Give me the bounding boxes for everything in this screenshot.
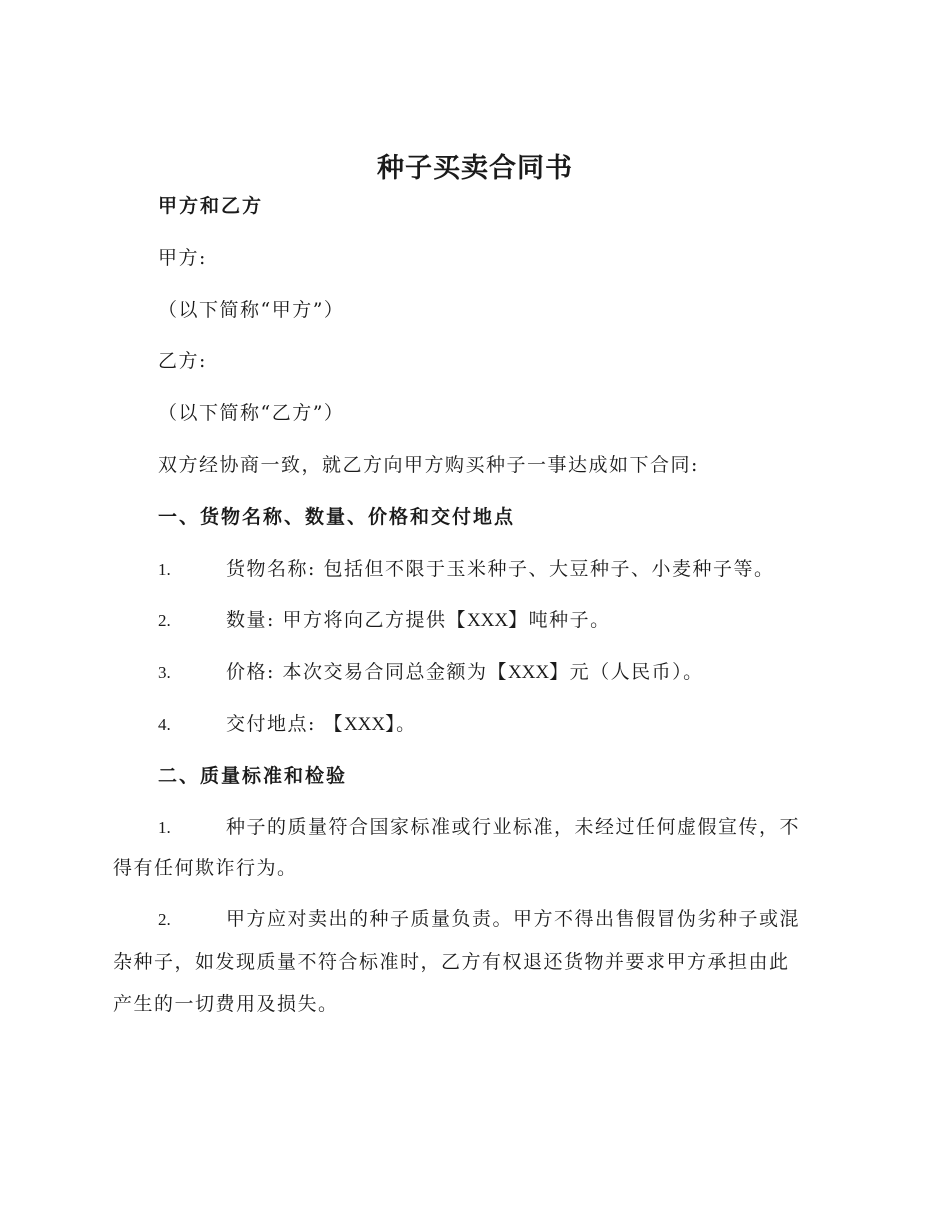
item-number: 2. bbox=[158, 611, 171, 630]
section-2-item-line: 杂种子，如发现质量不符合标准时，乙方有权退还货物并要求甲方承担由此 bbox=[113, 951, 790, 973]
item-number: 1. bbox=[158, 818, 171, 837]
section-1-item bbox=[158, 557, 774, 582]
section-2-item-line bbox=[158, 815, 800, 840]
item-text: 货物名称: 包括但不限于玉米种子、大豆种子、小麦种子等。 bbox=[226, 558, 775, 580]
item-text: 】。 bbox=[385, 713, 417, 735]
party-b-label: 乙方: bbox=[158, 350, 207, 372]
section-2-item-line bbox=[158, 907, 800, 932]
item-number: 3. bbox=[158, 663, 171, 682]
item-text: 种子的质量符合国家标准或行业标准，未经过任何虚假宣传，不 bbox=[226, 816, 801, 838]
item-text: 价格: 本次交易合同总金额为【 bbox=[226, 661, 508, 683]
parties-heading: 甲方和乙方 bbox=[158, 195, 264, 217]
placeholder-value: XXX bbox=[466, 610, 509, 631]
item-number: 4. bbox=[158, 715, 171, 734]
party-a-label: 甲方: bbox=[158, 247, 207, 269]
section-2-item-line: 得有任何欺诈行为。 bbox=[113, 857, 298, 879]
intro-paragraph: 双方经协商一致，就乙方向甲方购买种子一事达成如下合同: bbox=[158, 454, 699, 476]
section-2-heading: 二、质量标准和检验 bbox=[158, 765, 348, 787]
item-number: 2. bbox=[158, 910, 171, 929]
item-text: 】吨种子。 bbox=[508, 609, 611, 631]
party-b-note: （以下简称“乙方”） bbox=[158, 402, 345, 424]
item-text: 交付地点: 【 bbox=[226, 713, 344, 735]
document-title: 种子买卖合同书 bbox=[377, 153, 573, 184]
section-1-item bbox=[158, 712, 417, 738]
party-a-note: （以下简称“甲方”） bbox=[158, 299, 345, 321]
item-text: 甲方应对卖出的种子质量负责。甲方不得出售假冒伪劣种子或混 bbox=[226, 908, 801, 930]
section-1-item bbox=[158, 608, 611, 634]
placeholder-value: XXX bbox=[507, 662, 550, 683]
section-1-item bbox=[158, 660, 704, 686]
section-2-item-line: 产生的一切费用及损失。 bbox=[113, 993, 339, 1015]
item-text: 】元（人民币）。 bbox=[549, 661, 704, 683]
placeholder-value: XXX bbox=[343, 714, 386, 735]
item-text: 数量: 甲方将向乙方提供【 bbox=[226, 609, 467, 631]
section-1-heading: 一、货物名称、数量、价格和交付地点 bbox=[158, 506, 516, 528]
item-number: 1. bbox=[158, 560, 171, 579]
